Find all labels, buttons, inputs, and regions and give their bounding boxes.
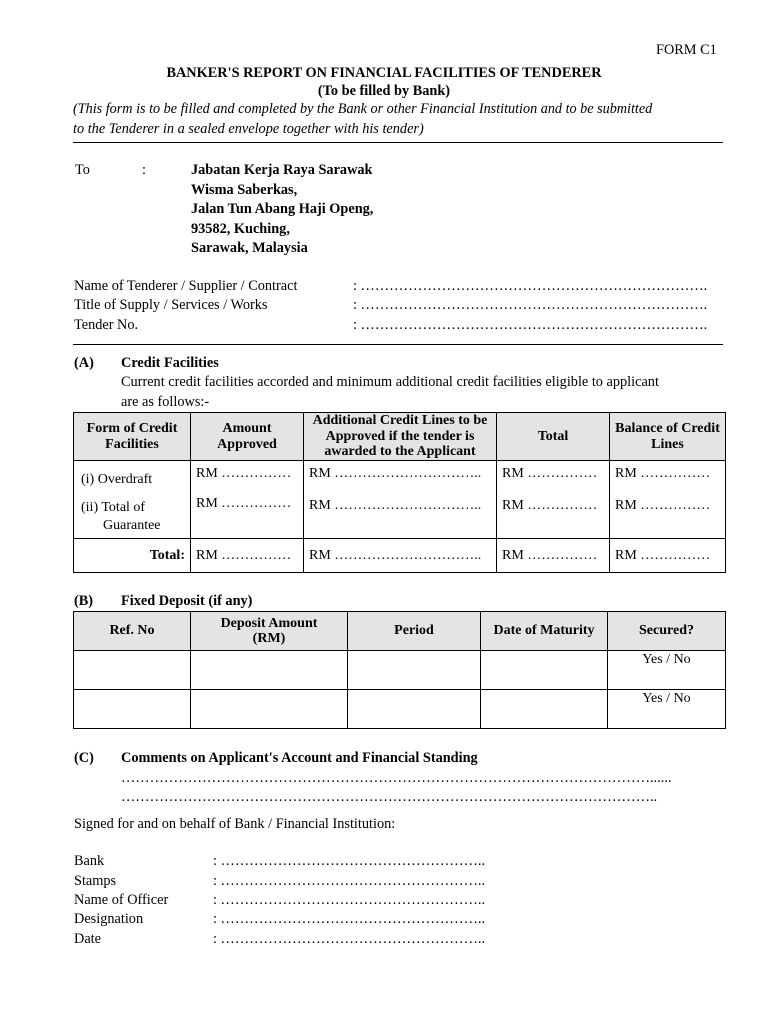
- supply-title-label: Title of Supply / Services / Works: [74, 297, 268, 313]
- guarantee-label: Guarantee: [103, 518, 161, 533]
- amount-approved-total[interactable]: RM ……………: [191, 539, 304, 573]
- form-code: FORM C1: [656, 42, 717, 58]
- column-header: Amount Approved: [191, 413, 304, 461]
- header-divider: [73, 142, 723, 143]
- total-total[interactable]: RM ……………: [497, 539, 610, 573]
- designation-label: Designation: [74, 911, 144, 927]
- ref-no-cell[interactable]: [74, 690, 191, 729]
- fixed-deposit-table: [73, 611, 726, 729]
- table-header-row: [74, 413, 726, 461]
- maturity-date-cell[interactable]: [481, 690, 608, 729]
- tenderer-name-field[interactable]: : ……………………………………………………………….: [353, 278, 708, 294]
- section-a-description: Current credit facilities accorded and minimum additional credit facilities eligible to applicant: [121, 374, 659, 390]
- section-b-heading: Fixed Deposit (if any): [121, 593, 253, 609]
- officer-name-field[interactable]: : ………………………………………………..: [213, 892, 486, 908]
- column-header: Date of Maturity: [481, 612, 608, 651]
- ref-no-cell[interactable]: [74, 651, 191, 690]
- officer-name-label: Name of Officer: [74, 892, 169, 908]
- column-header: Total: [497, 413, 610, 461]
- form-subtitle: (To be filled by Bank): [317, 83, 451, 99]
- total-cell[interactable]: RM …………… RM ……………: [497, 461, 610, 539]
- bank-field[interactable]: : ………………………………………………..: [213, 853, 486, 869]
- facility-label: [74, 461, 191, 539]
- section-a-marker: (A): [74, 355, 94, 371]
- additional-lines-cell[interactable]: RM ………………………….. RM …………………………..: [304, 461, 497, 539]
- section-a-heading: Credit Facilities: [121, 355, 219, 371]
- balance-cell[interactable]: RM …………… RM ……………: [610, 461, 726, 539]
- column-header: Secured?: [608, 612, 726, 651]
- column-header: Additional Credit Lines to be Approved if the tender is awarded to the Applicant: [304, 413, 497, 461]
- table-header-row: [74, 612, 726, 651]
- column-header: Period: [348, 612, 481, 651]
- table-row: [74, 690, 726, 729]
- comments-line[interactable]: …………………………………………………………………………………………………......: [121, 770, 672, 786]
- to-label: To: [75, 162, 90, 178]
- section-c-marker: (C): [74, 750, 94, 766]
- signed-for-text: Signed for and on behalf of Bank / Financial Institution:: [74, 816, 396, 832]
- guarantee-label: (ii) Total of: [81, 500, 146, 515]
- tender-divider: [73, 344, 723, 345]
- stamps-label: Stamps: [74, 873, 117, 889]
- designation-field[interactable]: : ………………………………………………..: [213, 911, 486, 927]
- column-header: Ref. No: [74, 612, 191, 651]
- supply-title-field[interactable]: : ……………………………………………………………….: [353, 297, 708, 313]
- instruction-line-1: (This form is to be filled and completed by the Bank or other Financial Institution and to be submitted: [73, 101, 653, 117]
- tender-no-field[interactable]: : ……………………………………………………………….: [353, 317, 708, 333]
- deposit-amount-cell[interactable]: [191, 690, 348, 729]
- date-label: Date: [74, 931, 101, 947]
- address-line: Wisma Saberkas,: [191, 182, 298, 198]
- column-header: Form of Credit Facilities: [74, 413, 191, 461]
- period-cell[interactable]: [348, 651, 481, 690]
- tender-no-label: Tender No.: [74, 317, 139, 333]
- bank-label: Bank: [74, 853, 105, 869]
- overdraft-label: (i) Overdraft: [81, 472, 153, 487]
- column-header: Deposit Amount (RM): [191, 612, 348, 651]
- section-a-description: are as follows:-: [121, 394, 210, 410]
- form-title: BANKER'S REPORT ON FINANCIAL FACILITIES OF TENDERER: [166, 65, 602, 81]
- table-row: [74, 461, 726, 539]
- column-header: Balance of Credit Lines: [610, 413, 726, 461]
- secured-cell[interactable]: Yes / No: [608, 690, 726, 729]
- additional-lines-total[interactable]: RM …………………………..: [304, 539, 497, 573]
- address-line: 93582, Kuching,: [191, 221, 290, 237]
- stamps-field[interactable]: : ………………………………………………..: [213, 873, 486, 889]
- credit-facilities-table: [73, 412, 726, 573]
- address-line: Sarawak, Malaysia: [191, 240, 308, 256]
- to-colon: :: [142, 162, 146, 178]
- maturity-date-cell[interactable]: [481, 651, 608, 690]
- deposit-amount-cell[interactable]: [191, 651, 348, 690]
- comments-line[interactable]: …………………………………………………………………………………………………..: [121, 789, 658, 805]
- address-line: Jalan Tun Abang Haji Openg,: [191, 201, 374, 217]
- secured-cell[interactable]: Yes / No: [608, 651, 726, 690]
- table-row: [74, 651, 726, 690]
- address-line: Jabatan Kerja Raya Sarawak: [191, 162, 373, 178]
- instruction-line-2: to the Tenderer in a sealed envelope together with his tender): [73, 121, 424, 137]
- section-b-marker: (B): [74, 593, 94, 609]
- tenderer-name-label: Name of Tenderer / Supplier / Contract: [74, 278, 298, 294]
- amount-approved-cell[interactable]: RM …………… RM ……………: [191, 461, 304, 539]
- table-total-row: [74, 539, 726, 573]
- total-label: Total:: [74, 539, 191, 573]
- balance-total[interactable]: RM ……………: [610, 539, 726, 573]
- period-cell[interactable]: [348, 690, 481, 729]
- section-c-heading: Comments on Applicant's Account and Financial Standing: [121, 750, 478, 766]
- date-field[interactable]: : ………………………………………………..: [213, 931, 486, 947]
